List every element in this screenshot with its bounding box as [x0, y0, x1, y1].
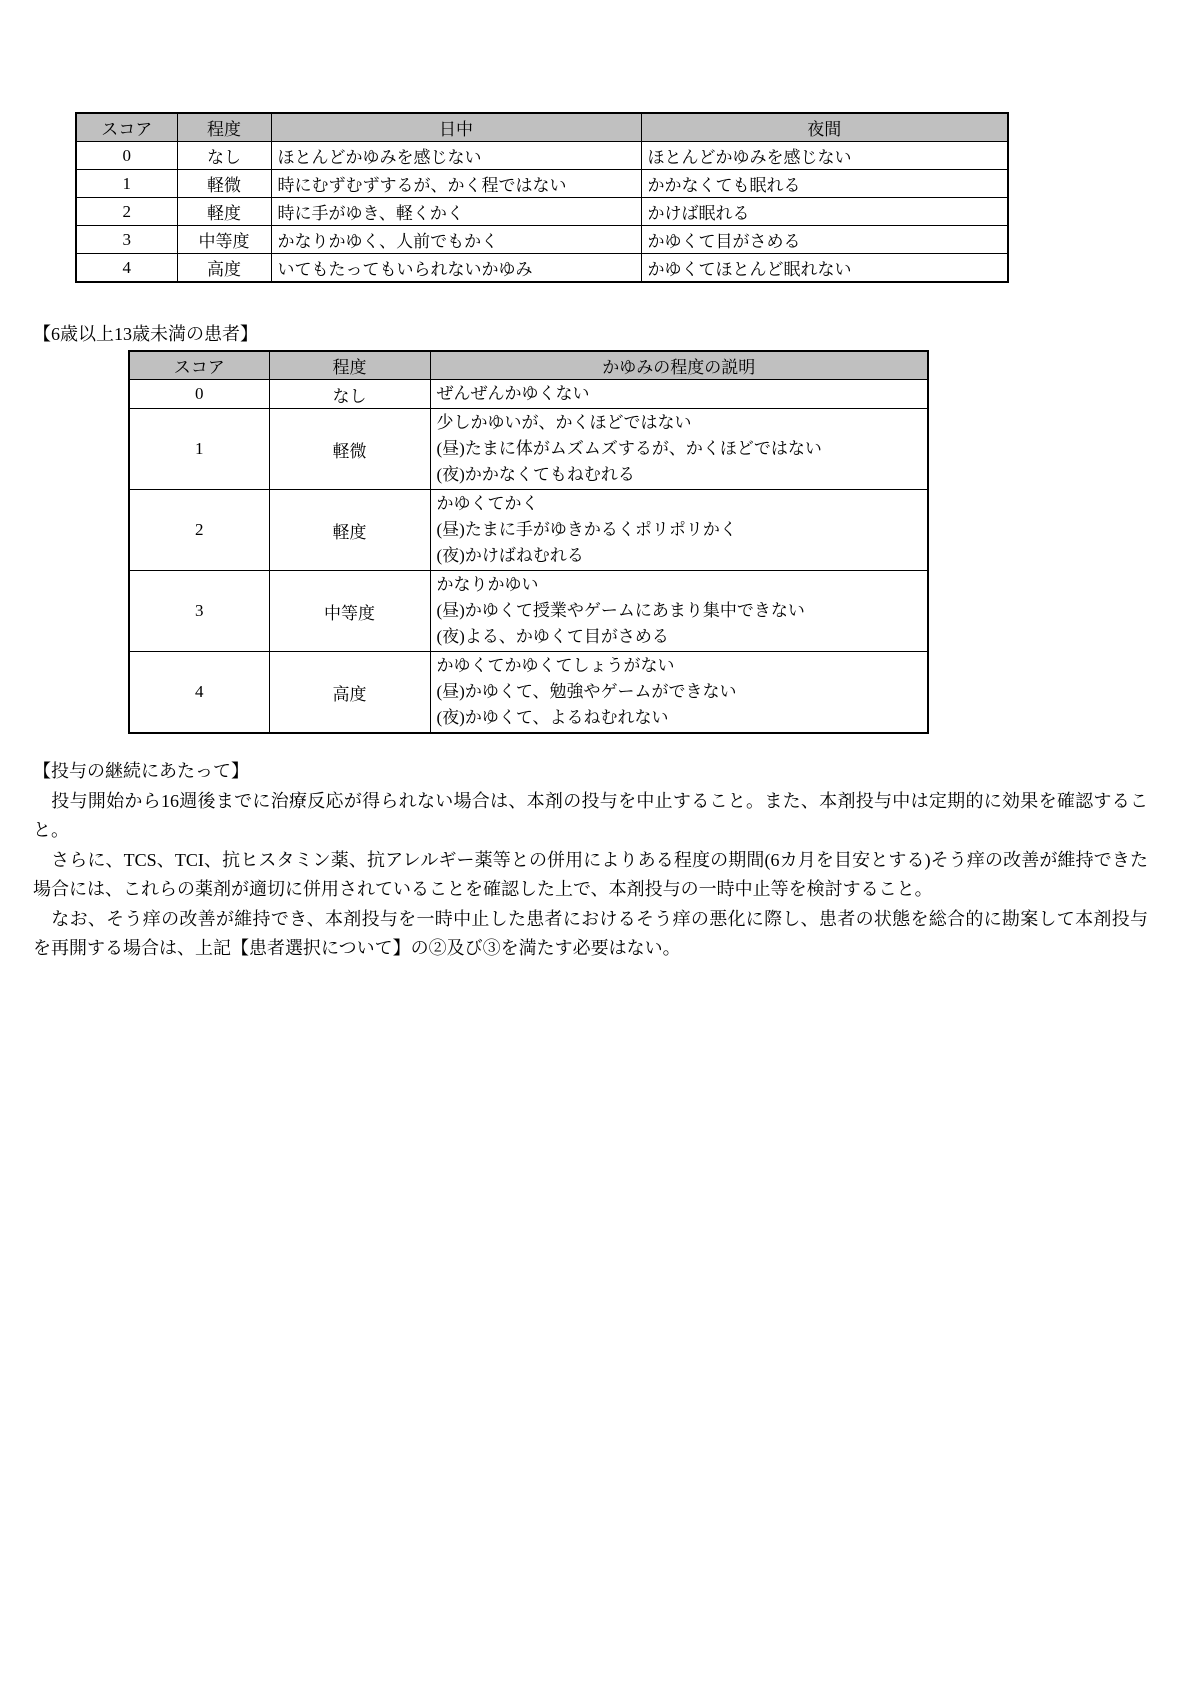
- grade-cell: 軽度: [269, 490, 430, 571]
- description-line: (昼)かゆくて、勉強やゲームができない: [436, 682, 737, 701]
- table-row: [129, 380, 928, 409]
- table2: [128, 350, 929, 734]
- table-cell: かなりかゆく、人前でもかく: [271, 226, 641, 254]
- continuation-section: [33, 757, 1148, 964]
- description-cell: [430, 380, 928, 409]
- table-cell: ほとんどかゆみを感じない: [271, 142, 641, 170]
- table-cell: 時にむずむずするが、かく程ではない: [271, 170, 641, 198]
- continuation-paragraph: 投与開始から16週後までに治療反応が得られない場合は、本剤の投与を中止すること。また、本剤投与中は定期的に効果を確認すること。: [33, 790, 1148, 840]
- table-row: [76, 254, 1008, 283]
- column-header-grade: 程度: [177, 113, 271, 142]
- description-line: (夜)かゆくて、よるねむれない: [436, 708, 669, 727]
- table1-header: [76, 113, 1008, 142]
- grade-cell: 高度: [269, 652, 430, 734]
- table-cell: 軽度: [177, 198, 271, 226]
- table2-header: [129, 351, 928, 380]
- description-line: (夜)かけばねむれる: [436, 546, 584, 565]
- table-row: [129, 571, 928, 652]
- table-cell: かゆくてほとんど眠れない: [641, 254, 1008, 283]
- grade-cell: なし: [269, 380, 430, 409]
- description-cell: [430, 490, 928, 571]
- table-cell: 中等度: [177, 226, 271, 254]
- table-cell: なし: [177, 142, 271, 170]
- table1-body: [76, 142, 1008, 283]
- description-line: かゆくてかゆくてしょうがない: [436, 656, 675, 675]
- description-line: 少しかゆいが、かくほどではない: [436, 413, 692, 432]
- table-row: [76, 226, 1008, 254]
- description-line: (昼)たまに体がムズムズするが、かくほどではない: [436, 439, 822, 458]
- continuation-heading: 【投与の継続にあたって】: [33, 761, 249, 781]
- table-cell: 1: [76, 170, 177, 198]
- table-cell: 高度: [177, 254, 271, 283]
- column-header-grade: 程度: [269, 351, 430, 380]
- description-line: かゆくてかく: [436, 494, 539, 513]
- itch-score-table-adult: [75, 112, 1009, 283]
- table-row: [76, 142, 1008, 170]
- description-cell: [430, 409, 928, 490]
- table-row: [76, 198, 1008, 226]
- table-cell: 3: [76, 226, 177, 254]
- column-header-description: かゆみの程度の説明: [430, 351, 928, 380]
- column-header-score: スコア: [76, 113, 177, 142]
- section-label-pediatric: 【6歳以上13歳未満の患者】: [33, 324, 258, 344]
- score-cell: 1: [129, 409, 269, 490]
- table-header-row: [76, 113, 1008, 142]
- description-line: ぜんぜんかゆくない: [436, 384, 590, 403]
- continuation-paragraph: なお、そう痒の改善が維持でき、本剤投与を一時中止した患者におけるそう痒の悪化に際し、患者の状態を総合的に勘案して本剤投与を再開する場合は、上記【患者選択について】の②及び③を満たす必要はない。: [33, 908, 1148, 958]
- table-header-row: [129, 351, 928, 380]
- table-cell: 時に手がゆき、軽くかく: [271, 198, 641, 226]
- table1: [75, 112, 1009, 283]
- itch-score-table-pediatric: [128, 350, 929, 734]
- score-cell: 4: [129, 652, 269, 734]
- description-line: (昼)たまに手がゆきかるくポリポリかく: [436, 520, 737, 539]
- grade-cell: 中等度: [269, 571, 430, 652]
- table2-body: [129, 380, 928, 734]
- table-cell: 0: [76, 142, 177, 170]
- table-cell: ほとんどかゆみを感じない: [641, 142, 1008, 170]
- score-cell: 2: [129, 490, 269, 571]
- description-line: かなりかゆい: [436, 575, 539, 594]
- description-line: (夜)かかなくてもねむれる: [436, 465, 635, 484]
- table-row: [129, 409, 928, 490]
- description-cell: [430, 571, 928, 652]
- score-cell: 0: [129, 380, 269, 409]
- column-header-night: 夜間: [641, 113, 1008, 142]
- table-row: [129, 490, 928, 571]
- grade-cell: 軽微: [269, 409, 430, 490]
- table-cell: 2: [76, 198, 177, 226]
- score-cell: 3: [129, 571, 269, 652]
- table-cell: 4: [76, 254, 177, 283]
- table-cell: 軽微: [177, 170, 271, 198]
- table-cell: かけば眠れる: [641, 198, 1008, 226]
- table-cell: いてもたってもいられないかゆみ: [271, 254, 641, 283]
- table-row: [129, 652, 928, 734]
- description-cell: [430, 652, 928, 734]
- description-line: (昼)かゆくて授業やゲームにあまり集中できない: [436, 601, 805, 620]
- table-cell: かゆくて目がさめる: [641, 226, 1008, 254]
- continuation-paragraph: さらに、TCS、TCI、抗ヒスタミン薬、抗アレルギー薬等との併用によりある程度の期間(6カ月を目安とする)そう痒の改善が維持できた場合には、これらの薬剤が適切に併用されていることを確認した上で、本剤投与の一時中止等を検討すること。: [33, 849, 1148, 899]
- column-header-daytime: 日中: [271, 113, 641, 142]
- column-header-score: スコア: [129, 351, 269, 380]
- table-row: [76, 170, 1008, 198]
- description-line: (夜)よる、かゆくて目がさめる: [436, 627, 669, 646]
- table-cell: かかなくても眠れる: [641, 170, 1008, 198]
